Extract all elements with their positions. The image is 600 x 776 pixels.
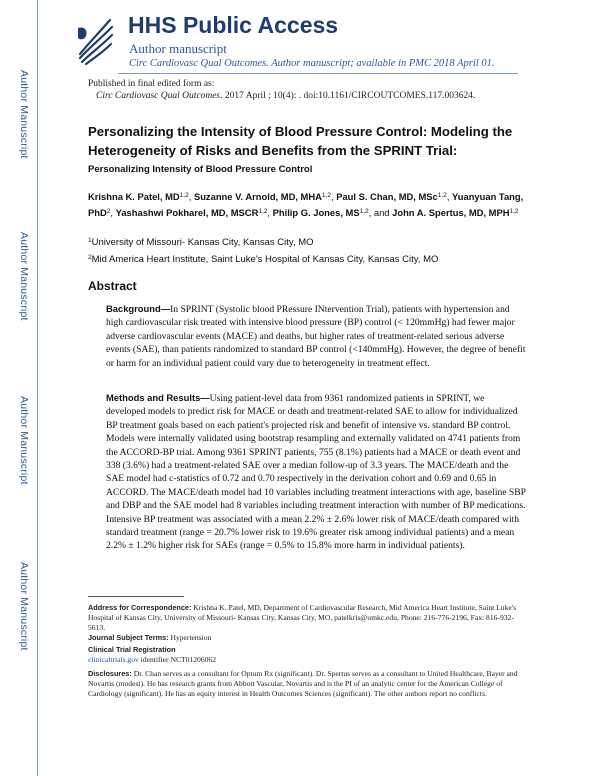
- margin-divider: [37, 0, 38, 776]
- subject-terms-text: Hypertension: [168, 633, 212, 642]
- article-title: Personalizing the Intensity of Blood Pressure Control: Modeling the Heterogeneity of Risks and Benefits from the SPRINT Trial:: [88, 124, 513, 158]
- author-name: Philip G. Jones, MS: [272, 207, 360, 218]
- trial-registration-label: Clinical Trial Registration: [88, 645, 176, 654]
- correspondence-text: Krishna K. Patel, MD, Department of Cardiovascular Research, Mid America Heart Institute, Saint Luke's Hospital of Kansas City, University of Missouri- Kansas City, Kansas City, MO, patelkris@umkc.edu, Phone: 216-776-2196, Fax: 816-932-5613.: [88, 603, 517, 632]
- author-name: Yashashwi Pokharel, MD, MSCR: [115, 207, 259, 218]
- background-text: In SPRINT (Systolic blood PRessure INtervention Trial), patients with hypertension and high cardiovascular risk treated with intensive blood pressure (BP) control (< 120mmHg) had fewer major adverse cardiovascular events (MACE) and deaths, but higher rates of treatment-related serious adverse events (SAE), than patients randomized to standard BP control (<140mmHg). However, the degree of benefit or harm for an individual patient could vary due to heterogeneity in treatment effect.: [106, 304, 526, 369]
- trial-registration-note: [88, 645, 518, 665]
- author-separator: ,: [110, 207, 116, 218]
- author-name: Krishna K. Patel, MD: [88, 191, 180, 202]
- side-margin: [0, 0, 52, 776]
- abstract-background: [106, 302, 526, 370]
- affiliation: [88, 237, 528, 249]
- author-name: John A. Spertus, MD, MPH: [392, 207, 510, 218]
- affiliation-mark: 1: [88, 237, 92, 244]
- subject-terms-note: [88, 633, 518, 643]
- author-name: Paul S. Chan, MD, MSc: [336, 191, 438, 202]
- disclosures-label: Disclosures:: [88, 669, 132, 678]
- abstract-methods-results: [106, 391, 526, 553]
- author-separator: ,: [446, 191, 453, 202]
- author: [194, 191, 336, 202]
- author: [88, 191, 194, 202]
- author-affiliation-mark: 2: [106, 208, 111, 215]
- author-separator: ,: [267, 207, 273, 218]
- author-affiliation-mark: 1,2: [359, 208, 369, 215]
- author-affiliation-mark: 1,2: [437, 192, 447, 199]
- disclosures-text: Dr. Chan serves as a consultant for Optum Rx (significant). Dr. Spertus serves as a consultant to United Healthcare, Bayer and Novartis (modest). He has research grants from Abbott Vascular, Novartis and is the PI of an analytic center for the American College of Cardiology (significant). He has an equity interest in Health Outcomes Sciences (significant). The other authors report no conflicts.: [88, 669, 518, 698]
- subject-terms-label: Journal Subject Terms:: [88, 633, 169, 642]
- author-affiliation-mark: 1,2: [258, 208, 268, 215]
- header-divider: [118, 73, 518, 74]
- correspondence-label: Address for Correspondence:: [88, 603, 192, 612]
- author-separator: ,: [330, 191, 337, 202]
- published-in-label: Published in final edited form as:: [88, 79, 215, 89]
- abstract-heading: Abstract: [88, 279, 137, 293]
- author-name: Yuanyuan Tang, PhD: [88, 191, 524, 218]
- side-label-author-manuscript: Author Manuscript: [18, 562, 30, 651]
- author-list: [88, 189, 528, 221]
- side-label-author-manuscript: Author Manuscript: [18, 70, 30, 159]
- side-label-author-manuscript: Author Manuscript: [18, 232, 30, 321]
- author-affiliation-mark: 1,2: [321, 192, 331, 199]
- hhs-eagle-icon: [74, 14, 116, 66]
- footnote-divider: [88, 596, 184, 597]
- affiliation-text: Mid America Heart Institute, Saint Luke's Hospital of Kansas City, Kansas City, MO: [91, 254, 439, 265]
- availability-citation: Circ Cardiovasc Qual Outcomes. Author manuscript; available in PMC 2018 April 01.: [129, 58, 495, 69]
- running-title: Personalizing Intensity of Blood Pressure Control: [88, 164, 313, 175]
- author: [116, 207, 273, 218]
- author-separator: ,: [188, 191, 194, 202]
- author-name: Suzanne V. Arnold, MD, MHA: [193, 191, 322, 202]
- disclosures-note: [88, 669, 518, 698]
- author: [336, 191, 452, 202]
- manuscript-subtitle: Author manuscript: [129, 41, 227, 56]
- methods-text: Using patient-level data from 9361 randomized patients in SPRINT, we developed models to predict risk for MACE or death and treatment-related SAE to allow for individualized BP treatment goals based on each patient's projected risk and benefit of intensive vs. standard BP control. Models were internally validated using bootstrap resampling and externally validated on 4741 patients from the ACCORD-BP trial. Among 9361 SPRINT patients, 755 (8.1%) patients had a MACE or death event and 338 (3.6%) had a treatment-related SAE over a median follow-up of 3.3 years. The MACE/death and the SAE model had c-statistics of 0.72 and 0.70 respectively in the derivation cohort and 0.69 and 0.65 in ACCORD. The MACE/death model had 10 variables including treatment interactions with age, baseline SBP and DBP and the SAE model had 8 variables including treatment interaction with number of BP medications. Intensive BP treatment was associated with a mean 2.2% ± 2.6% lower risk of MACE/death compared with standard treatment (range = 20.7% lower risk to 19.6% greater risk among individual patients) and a mean 2.2% ± 1.2% higher risk for SAEs (range = 0.5% to 15.8% more harm in individual patients).: [106, 393, 526, 552]
- author: [392, 207, 518, 218]
- trial-identifier: identifier NCT01206062: [138, 654, 217, 664]
- trial-registry-link[interactable]: clinicaltrials.gov: [88, 654, 139, 664]
- affiliation: [88, 254, 528, 266]
- side-label-author-manuscript: Author Manuscript: [18, 396, 30, 485]
- author-separator: , and: [368, 207, 393, 218]
- author: [273, 207, 393, 218]
- affiliation-text: University of Missouri- Kansas City, Kansas City, MO: [91, 237, 314, 248]
- affiliation-mark: 2: [88, 254, 92, 261]
- journal-name: Circ Cardiovasc Qual Outcomes: [96, 91, 221, 101]
- correspondence-note: [88, 603, 518, 632]
- publication-info: [88, 78, 475, 102]
- methods-label: Methods and Results—: [106, 392, 210, 403]
- publication-details: . 2017 April ; 10(4): . doi:10.1161/CIRCOUTCOMES.117.003624.: [220, 91, 476, 101]
- author-affiliation-mark: 1,2: [179, 192, 189, 199]
- author-affiliation-mark: 1,2: [509, 208, 519, 215]
- page-title: HHS Public Access: [128, 12, 339, 38]
- background-label: Background—: [106, 303, 171, 314]
- publication-citation: [88, 90, 475, 102]
